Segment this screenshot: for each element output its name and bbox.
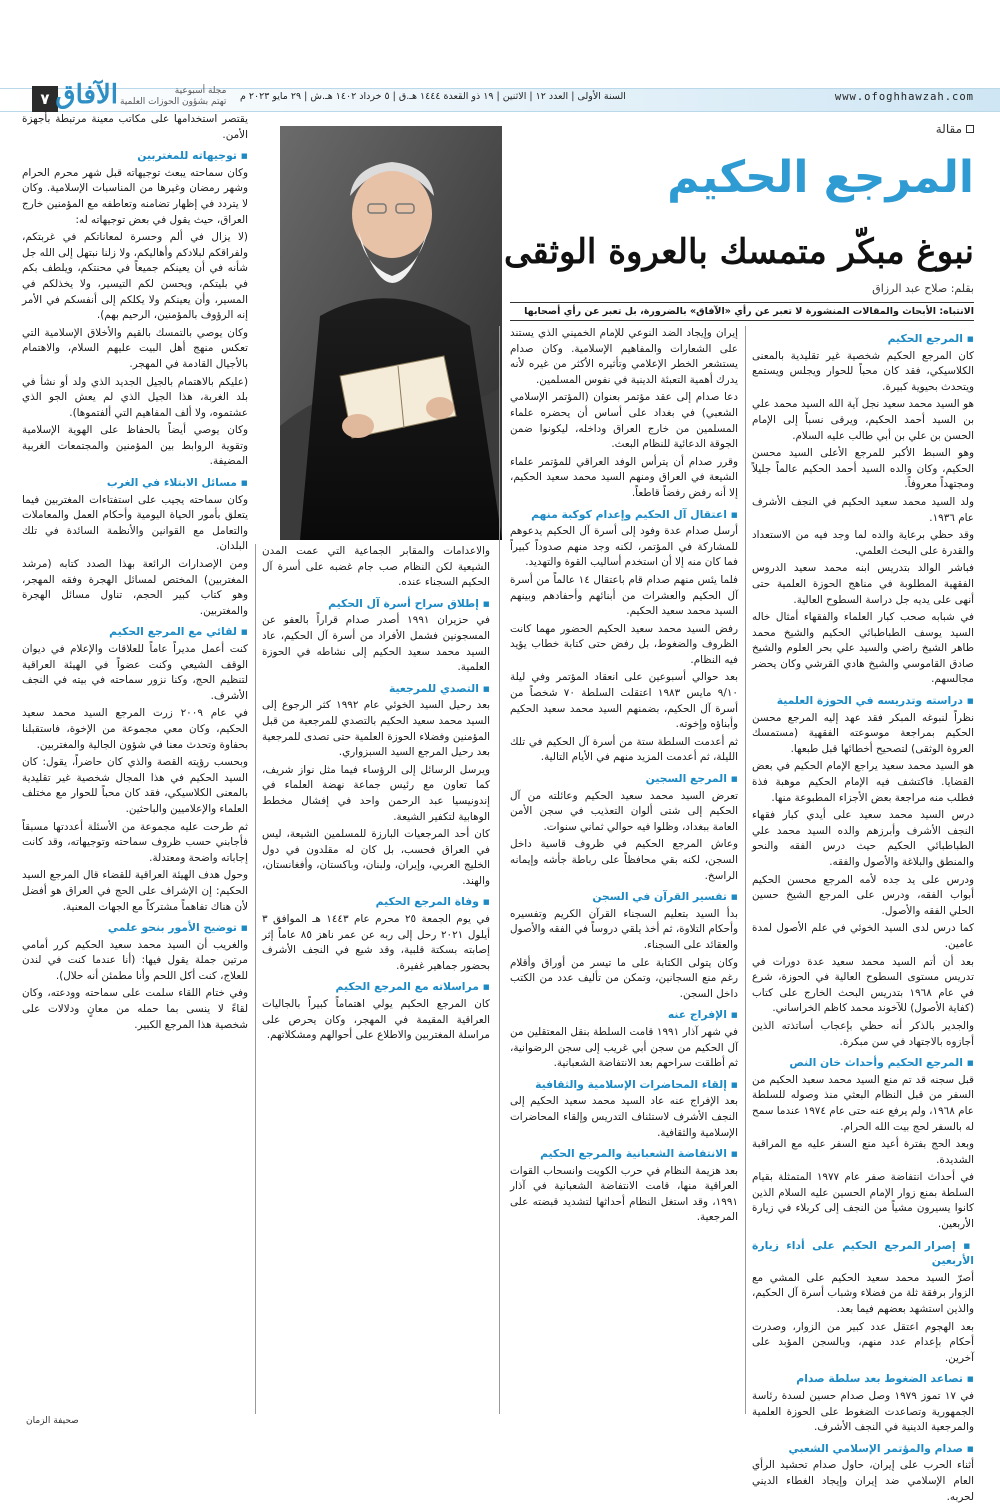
article-byline: بقلم: صلاح عبد الرزاق [872,282,974,295]
subheading: ▪ توضيح الأمور بنحو علمي [22,920,248,936]
subheading: ▪ تصاعد الضغوط بعد سلطة صدام [752,1371,974,1387]
subheading: ▪ لقائي مع المرجع الحكيم [22,624,248,640]
paragraph: قبل سجنه قد تم منع السيد محمد سعيد الحكيم من السفر من قبل النظام البعثي منذ وصوله للسلطة عام ١٩٦٨، ولم يرفع عنه حتى عام ١٩٧٤ عندما سمح له بالسفر لحج بيت الله الحرام. [752,1073,974,1133]
subheading: ▪ التصدي للمرجعية [262,681,490,697]
paragraph: (لا يزال في ألم وحسرة لمعاناتكم في غربتكم، ولفراقكم لبلادكم وأهاليكم، ولا زلنا نبتهل إلى الله جل شأنه في أن يعينكم جميعاً في محنتكم، ويلطف بكم في بليتكم، ويحسن لكم التيسير، ولا يخذلكم في المسير، وأن يعينكم ولا يكلكم إلى أنفسكم في الأمر إنه الرؤوف بالمؤمنين، الرحيم بهم). [22,231,248,322]
paragraph: درس السيد محمد سعيد على أيدي كبار فقهاء النجف الأشرف وأبرزهم والده السيد محمد علي الطباطبائي الحكيم حيث درس الفقه والنحو والمنطق والبلاغة والأصول والفقه. [752,809,974,868]
paragraph: ودرس على يد جده لأمه المرجع محسن الحكيم أبواب الفقه، ودرس على المرجع الشيخ حسين الحلي الفقه والأصول. [752,873,974,917]
subheading: ▪ اعتقال آل الحكيم وإعدام كوكبة منهم [510,507,738,523]
column-divider [745,326,746,1414]
paragraph: كان المرجع الحكيم شخصية غير تقليدية بالمعنى الكلاسيكي، فقد كان محباً للحوار ويجلس ويستمع ويتحدث بحيوية كبيرة. [752,349,974,393]
paragraph: رفض السيد محمد سعيد الحكيم الحضور مهما كانت الظروف والضغوط، بل رفض حتى كتابة خطاب يؤيد فيه النظام. [510,622,738,666]
paragraph: كان أحد المرجعيات البارزة للمسلمين الشيعة، ليس في العراق فحسب، بل كان له مقلدون في دول الخليج العربي، وإيران، ولبنان، وباكستان، وأفغانستان، والهند. [262,828,490,887]
disclaimer: الانتباه: الأبحاث والمقالات المنشورة لا تعبر عن رأي «الآفاق» بالضرورة، بل تعبر عن رأي أصحابها [510,302,974,321]
paragraph: بعد الإفراج عنه عاد السيد محمد سعيد الحكيم إلى النجف الأشرف لاستئناف التدريس وإلقاء المحاضرات الإسلامية والثقافية. [510,1095,738,1139]
paragraph: فباشر الوالد بتدريس ابنه محمد سعيد الدروس الفقهية المطلوبة في مناهج الحوزة العلمية حتى أنهى على يديه جل دراسة السطوح العالية. [752,562,974,606]
paragraph: في أحداث انتفاضة صفر عام ١٩٧٧ المتمثلة بقيام السلطة بمنع زوار الإمام الحسين عليه السلام الذين كانوا يسيرون مشياً من النجف إلى كربلاء في زيارة الأربعين. [752,1171,974,1231]
paragraph: (عليكم بالاهتمام بالجيل الجديد الذي ولد أو نشأ في بلد الغربة، هذا الجيل الذي لم يعش الجو الذي عشتموه، ولا ألف المفاهيم التي ألفتموها). [22,375,248,419]
paragraph: وكان سماحته يجيب على استفتاءات المغتربين فيما يتعلق بأمور الحياة اليومية وأحكام العمل والمعاملات والتعامل مع القوانين والأنظمة السائدة في تلك البلدان. [22,493,248,553]
paragraph: أرسل صدام عدة وفود إلى أسرة آل الحكيم يدعوهم للمشاركة في المؤتمر، لكنه وجد منهم صدوداً كبيراً فما كان منه إلا أن استخدم أساليب القوة والتهديد. [510,525,738,569]
subheading: ▪ مسائل الابتلاء في الغرب [22,475,248,491]
magazine-logo: الآفاق [55,80,118,110]
portrait-illustration [280,126,502,540]
paragraph: أثناء الحرب على إيران، حاول صدام تحشيد الرأي العام الإسلامي ضد إيران وإيجاد الغطاء الديني لحربه. [752,1459,974,1503]
article-column-2 [510,326,738,1414]
paragraph: نظراً لنبوغه المبكر فقد عهد إليه المرجع محسن الحكيم بمراجعة موسوعته الفقهية (مستمسك العروة الوثقى) لتصحيح أخطائها قبل طبعها. [752,711,974,755]
paragraph: بعد أن أتم السيد محمد سعيد عدة دورات في تدريس مستوى السطوح العالية في الحوزة، شرع في عام ١٩٦٨ بتدريس البحث الخارج على كتاب (كفاية الأصول) للآخوند محمد كاظم الخراساني. [752,955,974,1015]
paragraph: وكان سماحته يبعث توجيهاته قبل شهر محرم الحرام وشهر رمضان وغيرها من المناسبات الإسلامية. وكان لا يتردد في إظهار تضامنه وتعاطفه مع المؤمنين خارج العراق، حيث يقول في بعض توجيهاته له: [22,166,248,226]
paragraph: كما درس لدى السيد الخوئي في علم الأصول لمدة عامين. [752,922,974,950]
paragraph: والجدير بالذكر أنه حظي بإعجاب أساتذته الذين أجازوه بالاجتهاد في سن مبكرة. [752,1019,974,1048]
paragraph: بعد حوالي أسبوعين على انعقاد المؤتمر وفي ليلة ٩/١٠ مايس ١٩٨٣ اعتقلت السلطة ٧٠ شخصاً من أسرة آل الحكيم، بضمنهم السيد محمد سعيد الحكيم وأبناؤه وإخوته. [510,671,739,731]
paragraph: في ١٧ تموز ١٩٧٩ وصل صدام حسين لسدة رئاسة الجمهورية وتصاعدت الضغوط على الحوزة العلمية والمرجعية الدينية في النجف الأشرف. [752,1390,974,1434]
paragraph: وعاش المرجع الحكيم في ظروف قاسية داخل السجن، لكنه بقي محافظاً على رباطة جأشه وإيمانه الراسخ. [510,838,738,882]
paragraph: تعرض السيد محمد سعيد الحكيم وعائلته من آل الحكيم إلى شتى ألوان التعذيب في سجن الأمن العامة ببغداد، وظلوا فيه حوالي ثماني سنوات. [510,789,738,833]
paragraph: وكان يوصي بالتمسك بالقيم والأخلاق الإسلامية التي تعكس منهج أهل البيت عليهم السلام، والاهتمام بالأجيال القادمة في المهجر. [22,326,248,370]
subheading: ▪ تفسير القرآن في السجن [510,889,738,905]
subheading: ▪ وفاة المرجع الحكيم [262,894,490,910]
subheading: ▪ صدام والمؤتمر الإسلامي الشعبي [752,1441,974,1457]
square-bullet-icon [966,125,974,133]
article-title: المرجع الحكيم [667,152,974,203]
paragraph: فلما يئس منهم صدام قام باعتقال ١٤ عالماً من أسرة آل الحكيم والعشرات من أبنائهم وأحفادهم وبينهم السيد محمد سعيد الحكيم. [510,573,739,618]
paragraph: وقرر صدام أن يترأس الوفد العراقي للمؤتمر علماء الشيعة في العراق ومنهم السيد محمد سعيد الحكيم، إلا أنه رفض رفضاً قاطعاً. [510,455,738,499]
subheading: ▪ الإفراج عنه [510,1007,738,1023]
subheading: ▪ المرجع الحكيم [752,331,974,347]
paragraph: دعا صدام إلى عقد مؤتمر بعنوان (المؤتمر الإسلامي الشعبي) في بغداد على أساس أن يحضره علماء المسلمين من خارج العراق وداخله، ليكونوا ضمن الجوقة الدعائية للنظام البعث. [510,391,738,451]
paragraph: وكان يوصي أيضاً بالحفاظ على الهوية الإسلامية وتقوية الروابط بين المؤمنين والمجتمعات الغربية المضيفة. [22,424,248,468]
paragraph: في يوم الجمعة ٢٥ محرم عام ١٤٤٣ هـ الموافق ٣ أيلول ٢٠٢١ رحل إلى ربه عن عمر ناهز ٨٥ عاماً إثر إصابته بسكتة قلبية، وقد شيع في النجف الأشرف بحضور جماهير غفيرة. [262,913,490,972]
paragraph: في عام ٢٠٠٩ زرت المرجع السيد محمد سعيد الحكيم، وكان معي مجموعة من الإخوة، فاستقبلنا بحفاوة وتحدث معنا في شؤون الجالية والمغتربين. [22,707,248,751]
paragraph: وحول هدف الهيئة العراقية للقضاء قال المرجع السيد الحكيم: إن الإشراف على الحج في العراق هو أفضل لأن هناك تفاهماً مشتركاً مع الجهات المعنية. [22,869,248,913]
paragraph: وفي ختام اللقاء سلمت على سماحته وودعته، وكان لقاءً لا ينسى بما حمله من معانٍ ودلالات على شخصية هذا المرجع الكبير. [22,987,248,1031]
paragraph: وبعد الحج بفترة أعيد منع السفر عليه مع المراقبة الشديدة. [752,1138,974,1166]
paragraph: كان المرجع الحكيم يولي اهتماماً كبيراً بالجاليات العراقية المقيمة في المهجر، وكان يحرص على مراسلة المغتربين والاطلاع على أحوالهم ومشكلاتهم. [262,998,490,1042]
paragraph: وهو السبط الأكبر للمرجع الأعلى السيد محسن الحكيم، وكان والده السيد أحمد الحكيم عالماً جليلاً ومجتهداً معروفاً. [752,447,974,491]
paragraph: ومن الإصدارات الرائعة بهذا الصدد كتابه (مرشد المغتربين) المختص لمسائل الهجرة وفقه المهجر، وهو كتاب كبير الحجم، تناول مسائل الهجرة والمغتربين. [22,558,248,617]
masthead-tagline: مجلة أسبوعية تهتم بشؤون الحوزات العلمية [120,86,227,107]
article-subtitle: نبوغ مبكّر متمسك بالعروة الوثقى [504,232,974,272]
subheading: ▪ مراسلاته مع المرجع الحكيم [262,979,490,995]
paragraph: ويرسل الرسائل إلى الرؤساء فيما مثل نواز شريف، كما تعاون مع رئيس جماعة نهضة العلماء في إندونيسيا عبد الرحمن واحد في إفشال مخطط الوهابية لتكفير الشيعة. [262,763,490,823]
paragraph: يقتصر استخدامها على مكاتب معينة مرتبطة بأجهزة الأمن. [22,113,248,141]
subheading: ▪ دراسته وتدريسه في الحوزة العلمية [752,693,974,709]
paragraph: في شبابه صحب كبار العلماء والفقهاء أمثال خاله السيد يوسف الطباطبائي الحكيم والشيخ محمد طاهر الشيخ راضي والسيد علي بحر العلوم والشيخ صادق القاموسي والشيخ هادي القرشي وكان يحضر مجالسهم. [752,611,974,686]
paragraph: ثم طرحت عليه مجموعة من الأسئلة أعددتها مسبقاً فأجابني حسب ظروف سماحته وتوجيهاته، وقد كانت إجاباته واضحة ومعتدلة. [22,820,248,864]
website-url[interactable]: www.ofoghhawzah.com [834,91,974,103]
page-header [0,0,1000,112]
paragraph: إيران وإيجاد الضد النوعي للإمام الخميني الذي يستند على الشعارات والمفاهيم الإسلامية. وكان صدام يستشعر الخطر الإعلامي وتأثيره الأكثر من غيره لأنه يدرك أهمية التعبئة الدينية في نفوس المسلمين. [510,327,738,386]
column-divider [255,544,256,1414]
source-credit: صحيفة الزمان [26,1416,79,1426]
subheading: ▪ إصرار المرجع الحكيم على أداء زيارة الأربعين [752,1238,974,1269]
paragraph: ثم أعدمت السلطة ستة من أسرة آل الحكيم في تلك الليلة، ثم أعدمت المزيد منهم في الأيام التالية. [510,735,738,764]
subheading: ▪ المرجع السجين [510,771,738,787]
issue-line: السنة الأولى | العدد ١٢ | الاثنين | ١٩ ذو القعدة ١٤٤٤ هـ.ق | ٥ خرداد ١٤٠٢ هـ.ش | ٢٩ مايو ٢٠٢٣ م [240,91,626,102]
paragraph: كنت أعمل مديراً عاماً للعلاقات والإعلام في ديوان الوقف الشيعي وكنت عضواً في الهيئة العراقية لتنظيم الحج، وكنا نزور سماحته في بيته في النجف الأشرف. [22,643,248,702]
paragraph: في شهر آذار ١٩٩١ قامت السلطة بنقل المعتقلين من آل الحكيم من سجن أبي غريب إلى سجن الرضوانية، ثم أطلقت سراحهم بعد الانتفاضة الشعبانية. [510,1025,738,1070]
subheading: ▪ توجيهاته للمغتربين [22,148,248,164]
portrait-photo [280,126,502,540]
paragraph: والاعدامات والمقابر الجماعية التي عمت المدن الشيعية لكن النظام صب جام غضبه على أسرة آل الحكيم السجناء عنده. [262,545,490,589]
paragraph: بعد رحيل السيد الخوئي عام ١٩٩٢ كثر الرجوع إلى السيد محمد سعيد الحكيم بالتصدي للمرجعية من قبل المؤمنين وفضلاء الحوزة العلمية حتى تصدى للمرجعية بعد رحيل المرجع السيد السبزواري. [262,699,490,759]
paragraph: أصرّ السيد محمد سعيد الحكيم على المشي مع الزوار برفقة ثلة من فضلاء وشباب أسرة آل الحكيم، والذين استشهد بعضهم فيما بعد. [752,1271,974,1316]
paragraph: بدأ السيد بتعليم السجناء القرآن الكريم وتفسيره وأحكام التلاوة، ثم أخذ يلقي دروساً في الفقه والأصول والعقائد على السجناء. [510,907,738,951]
paragraph: بعد الهجوم اعتقل عدد كبير من الزوار، وصدرت أحكام بإعدام عدد منهم، وبالسجن المؤبد على آخرين. [752,1320,974,1364]
section-label: مقالة [936,122,974,136]
paragraph: هو السيد محمد سعيد نجل آية الله السيد محمد علي بن السيد أحمد الحكيم، ويرقى نسباً إلى الإمام الحسن بن علي بن أبي طالب عليه السلام. [752,398,974,442]
paragraph: والغريب أن السيد محمد سعيد الحكيم كرر أمامي مرتين جملة يقول فيها: (أنا عندما كنت في لندن للعلاج، كنت أكل اللحم وأنا مطمئن أنه حلال). [22,938,248,982]
paragraph: في حزيران ١٩٩١ أصدر صدام قراراً بالعفو عن المسجونين فشمل الأفراد من أسرة آل الحكيم، عاد السيد محمد سعيد الحكيم إلى نشاطه في الحوزة العلمية. [262,614,490,674]
column-divider [499,326,500,1414]
paragraph: هو السيد محمد سعيد يراجع الإمام الحكيم في بعض القضايا. فاكتشف فيه الإمام الحكيم موهبة فذة فطلب منه مراجعة بعض الأجزاء المطبوعة منها. [752,760,974,804]
paragraph: بعد هزيمة النظام في حرب الكويت وانسحاب القوات العراقية منها، قامت الانتفاضة الشعبانية في آذار ١٩٩١، وقد استغل النظام أحداثها لتشديد قبضته على المرجعية. [510,1164,738,1224]
subheading: ▪ المرجع الحكيم وأحداث خان النص [752,1055,974,1071]
article-column-3 [262,544,490,1414]
subheading: ▪ إطلاق سراح أسرة آل الحكيم [262,596,490,612]
subheading: ▪ الانتفاضة الشعبانية والمرجع الحكيم [510,1146,738,1162]
paragraph: ولد السيد محمد سعيد الحكيم في النجف الأشرف عام ١٩٣٦. [752,495,974,524]
paragraph: وكان يتولى الكتابة على ما تيسر من أوراق وأقلام رغم منع السجانين، وتمكن من تأليف عدد من الكتب داخل السجن. [510,956,738,1000]
article-column-1 [752,326,974,1503]
subheading: ▪ إلقاء المحاضرات الإسلامية والثقافية [510,1077,738,1093]
paragraph: وبحسب رؤيته القصة والذي كان حاضراً، يقول: كان السيد الحكيم في هذا المجال شخصية غير تقليدية بالمعنى الكلاسيكي، فقد كان محباً للحوار مع مختلف العلماء والإعلاميين والباحثين. [22,756,248,815]
page-number: ٧ [32,86,58,112]
paragraph: وقد حظي برعاية والده لما وجد فيه من الاستعداد والقدرة على البحث العلمي. [752,529,974,557]
article-column-4 [22,112,248,1414]
